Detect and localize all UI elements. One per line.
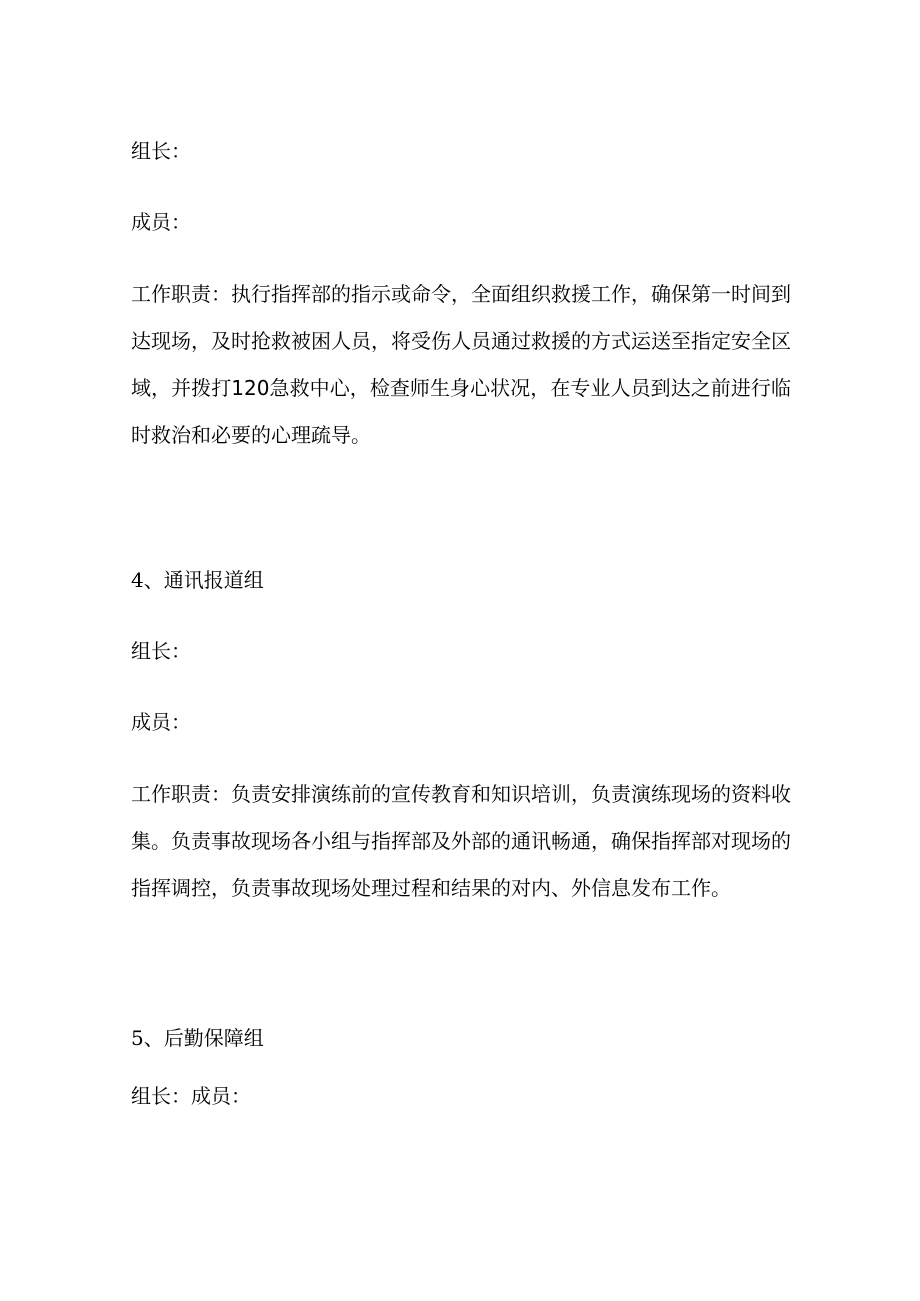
section-5-title: 后勤保障组 [163, 1026, 264, 1050]
section-4-number: 4 [131, 568, 144, 592]
section-4-separator: 、 [143, 568, 164, 592]
section-4-heading [131, 566, 791, 594]
comms-group-duties: 工作职责：负责安排演练前的宣传教育和知识培训，负责演练现场的资料收集。负责事故现场各小组与指挥部及外部的通讯畅通，确保指挥部对现场的指挥调控，负责事故现场处理过程和结果的对内、外信息发布工作。 [131, 782, 791, 900]
rescue-group-members-label: 成员： [131, 210, 191, 234]
rescue-group-duties: 工作职责：执行指挥部的指示或命令，全面组织救援工作，确保第一时间到达现场，及时抢救被困人员，将受伤人员通过救援的方式运送至指定安全区域，并拨打120急救中心，检查师生身心状况，在专业人员到达之前进行临时救治和必要的心理疏导。 [131, 282, 791, 447]
section-5-number: 5 [131, 1026, 144, 1050]
rescue-group-leader-label: 组长： [131, 139, 191, 163]
section-5-heading [131, 1024, 791, 1052]
logistics-group-leader-members-label: 组长：成员： [131, 1084, 251, 1108]
comms-group-members-label: 成员： [131, 710, 191, 734]
comms-group-leader-label: 组长： [131, 639, 191, 663]
section-4-title: 通讯报道组 [163, 568, 264, 592]
section-5-separator: 、 [143, 1026, 164, 1050]
